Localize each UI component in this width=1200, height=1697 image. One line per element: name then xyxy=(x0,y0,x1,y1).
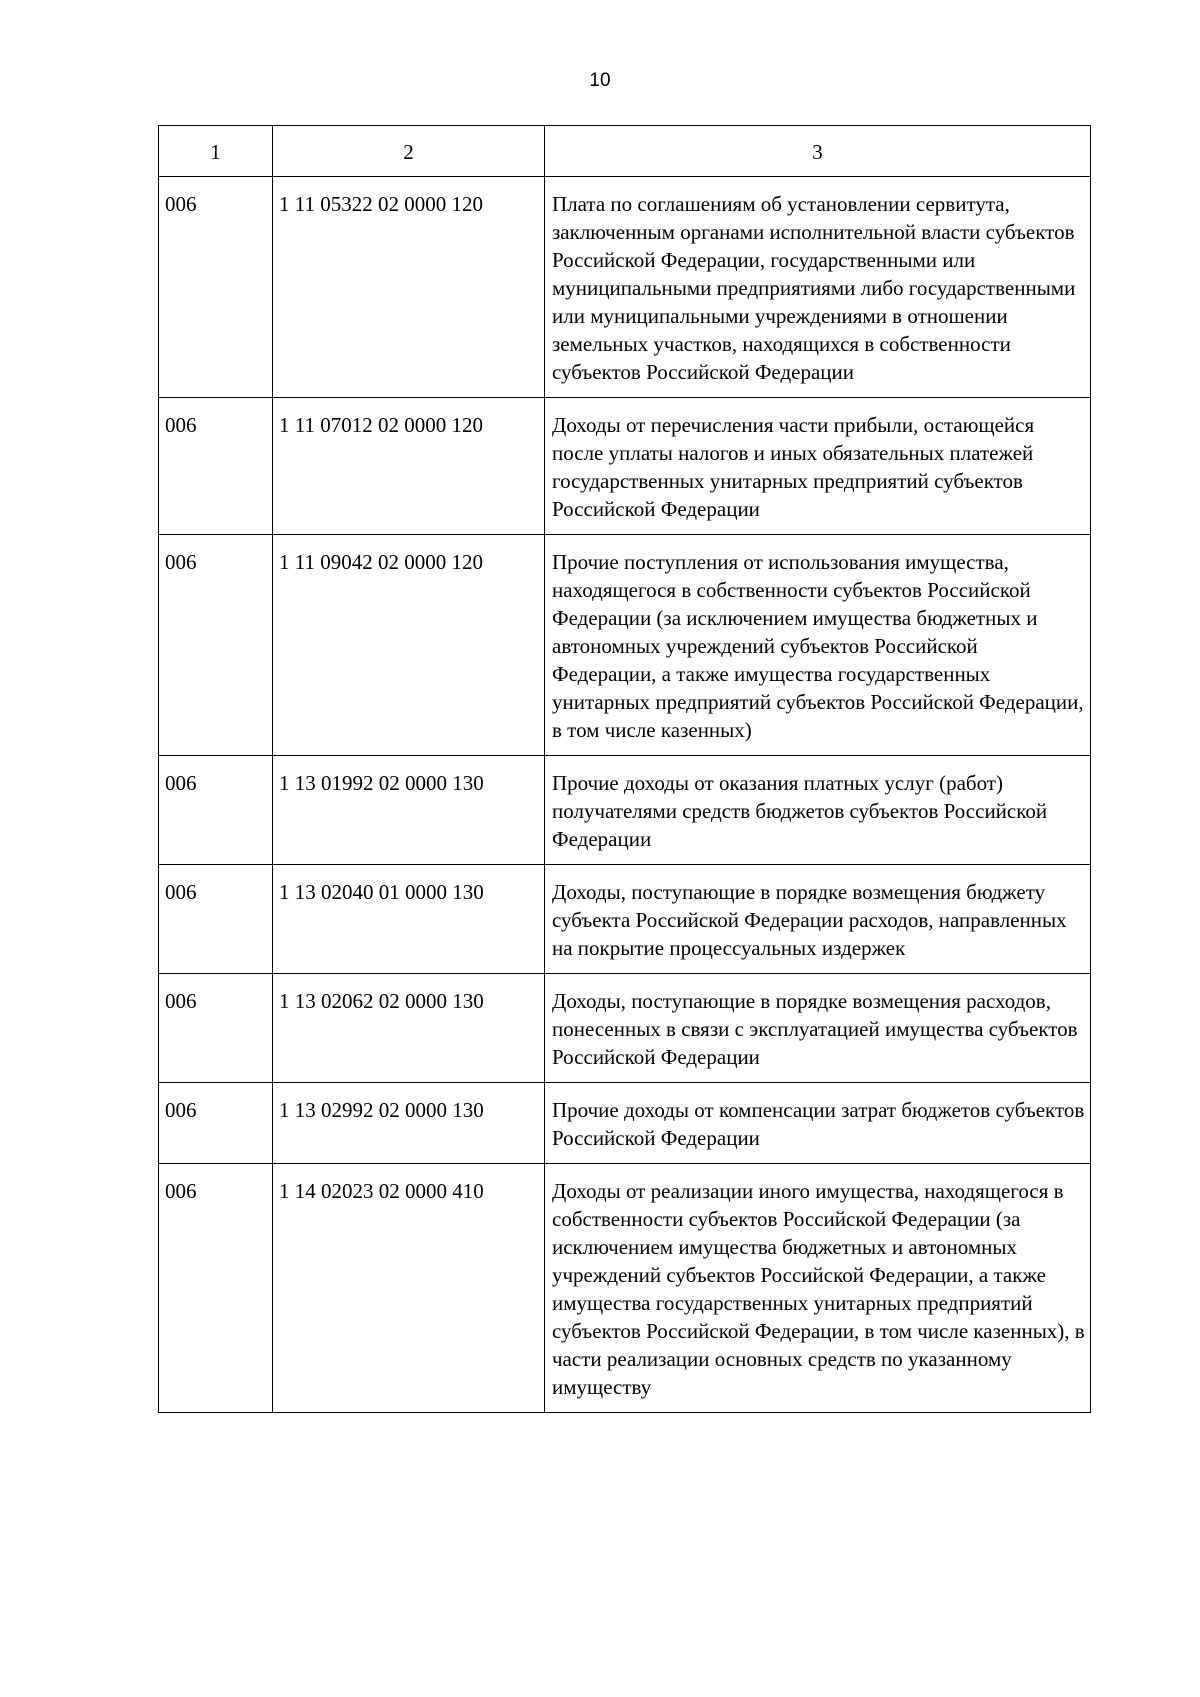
table-row xyxy=(159,177,1091,398)
page-number: 10 xyxy=(589,70,611,91)
description-cell: Прочие доходы от оказания платных услуг (работ) получателями средств бюджетов субъектов Российской Федерации xyxy=(545,756,1091,865)
income-code-cell: 1 13 01992 02 0000 130 xyxy=(273,756,545,865)
table-body xyxy=(159,177,1091,1413)
description-cell: Доходы от перечисления части прибыли, остающейся после уплаты налогов и иных обязательных платежей государственных унитарных предприятий субъектов Российской Федерации xyxy=(545,398,1091,535)
admin-code-cell: 006 xyxy=(159,398,273,535)
table-header xyxy=(159,126,1091,177)
header-row xyxy=(159,126,1091,177)
table-row xyxy=(159,974,1091,1083)
income-code-cell: 1 14 02023 02 0000 410 xyxy=(273,1164,545,1413)
income-code-cell: 1 11 05322 02 0000 120 xyxy=(273,177,545,398)
income-codes-table xyxy=(158,125,1091,1413)
description-cell: Плата по соглашениям об установлении сервитута, заключенным органами исполнительной власти субъектов Российской Федерации, государственными или муниципальными предприятиями либо государственными или муниципальными учреждениями в отношении земельных участков, находящихся в собственности субъектов Российской Федерации xyxy=(545,177,1091,398)
table-row xyxy=(159,398,1091,535)
header-col-2: 2 xyxy=(273,126,545,177)
income-code-cell: 1 13 02992 02 0000 130 xyxy=(273,1083,545,1164)
header-col-3: 3 xyxy=(545,126,1091,177)
table-row xyxy=(159,756,1091,865)
income-code-cell: 1 11 09042 02 0000 120 xyxy=(273,535,545,756)
description-cell: Прочие поступления от использования имущества, находящегося в собственности субъектов Российской Федерации (за исключением имущества бюджетных и автономных учреждений субъектов Российской Федерации, а также имущества государственных унитарных предприятий субъектов Российской Федерации, в том числе казенных) xyxy=(545,535,1091,756)
admin-code-cell: 006 xyxy=(159,535,273,756)
description-cell: Прочие доходы от компенсации затрат бюджетов субъектов Российской Федерации xyxy=(545,1083,1091,1164)
table-row xyxy=(159,865,1091,974)
admin-code-cell: 006 xyxy=(159,756,273,865)
table-row xyxy=(159,1164,1091,1413)
income-code-cell: 1 13 02062 02 0000 130 xyxy=(273,974,545,1083)
description-cell: Доходы от реализации иного имущества, находящегося в собственности субъектов Российской Федерации (за исключением имущества бюджетных и автономных учреждений субъектов Российской Федерации, а также имущества государственных унитарных предприятий субъектов Российской Федерации, в том числе казенных), в части реализации основных средств по указанному имуществу xyxy=(545,1164,1091,1413)
table-row xyxy=(159,535,1091,756)
admin-code-cell: 006 xyxy=(159,1164,273,1413)
header-col-1: 1 xyxy=(159,126,273,177)
admin-code-cell: 006 xyxy=(159,1083,273,1164)
admin-code-cell: 006 xyxy=(159,865,273,974)
admin-code-cell: 006 xyxy=(159,974,273,1083)
description-cell: Доходы, поступающие в порядке возмещения расходов, понесенных в связи с эксплуатацией имущества субъектов Российской Федерации xyxy=(545,974,1091,1083)
income-code-cell: 1 13 02040 01 0000 130 xyxy=(273,865,545,974)
description-cell: Доходы, поступающие в порядке возмещения бюджету субъекта Российской Федерации расходов, направленных на покрытие процессуальных издержек xyxy=(545,865,1091,974)
admin-code-cell: 006 xyxy=(159,177,273,398)
income-code-cell: 1 11 07012 02 0000 120 xyxy=(273,398,545,535)
table-row xyxy=(159,1083,1091,1164)
